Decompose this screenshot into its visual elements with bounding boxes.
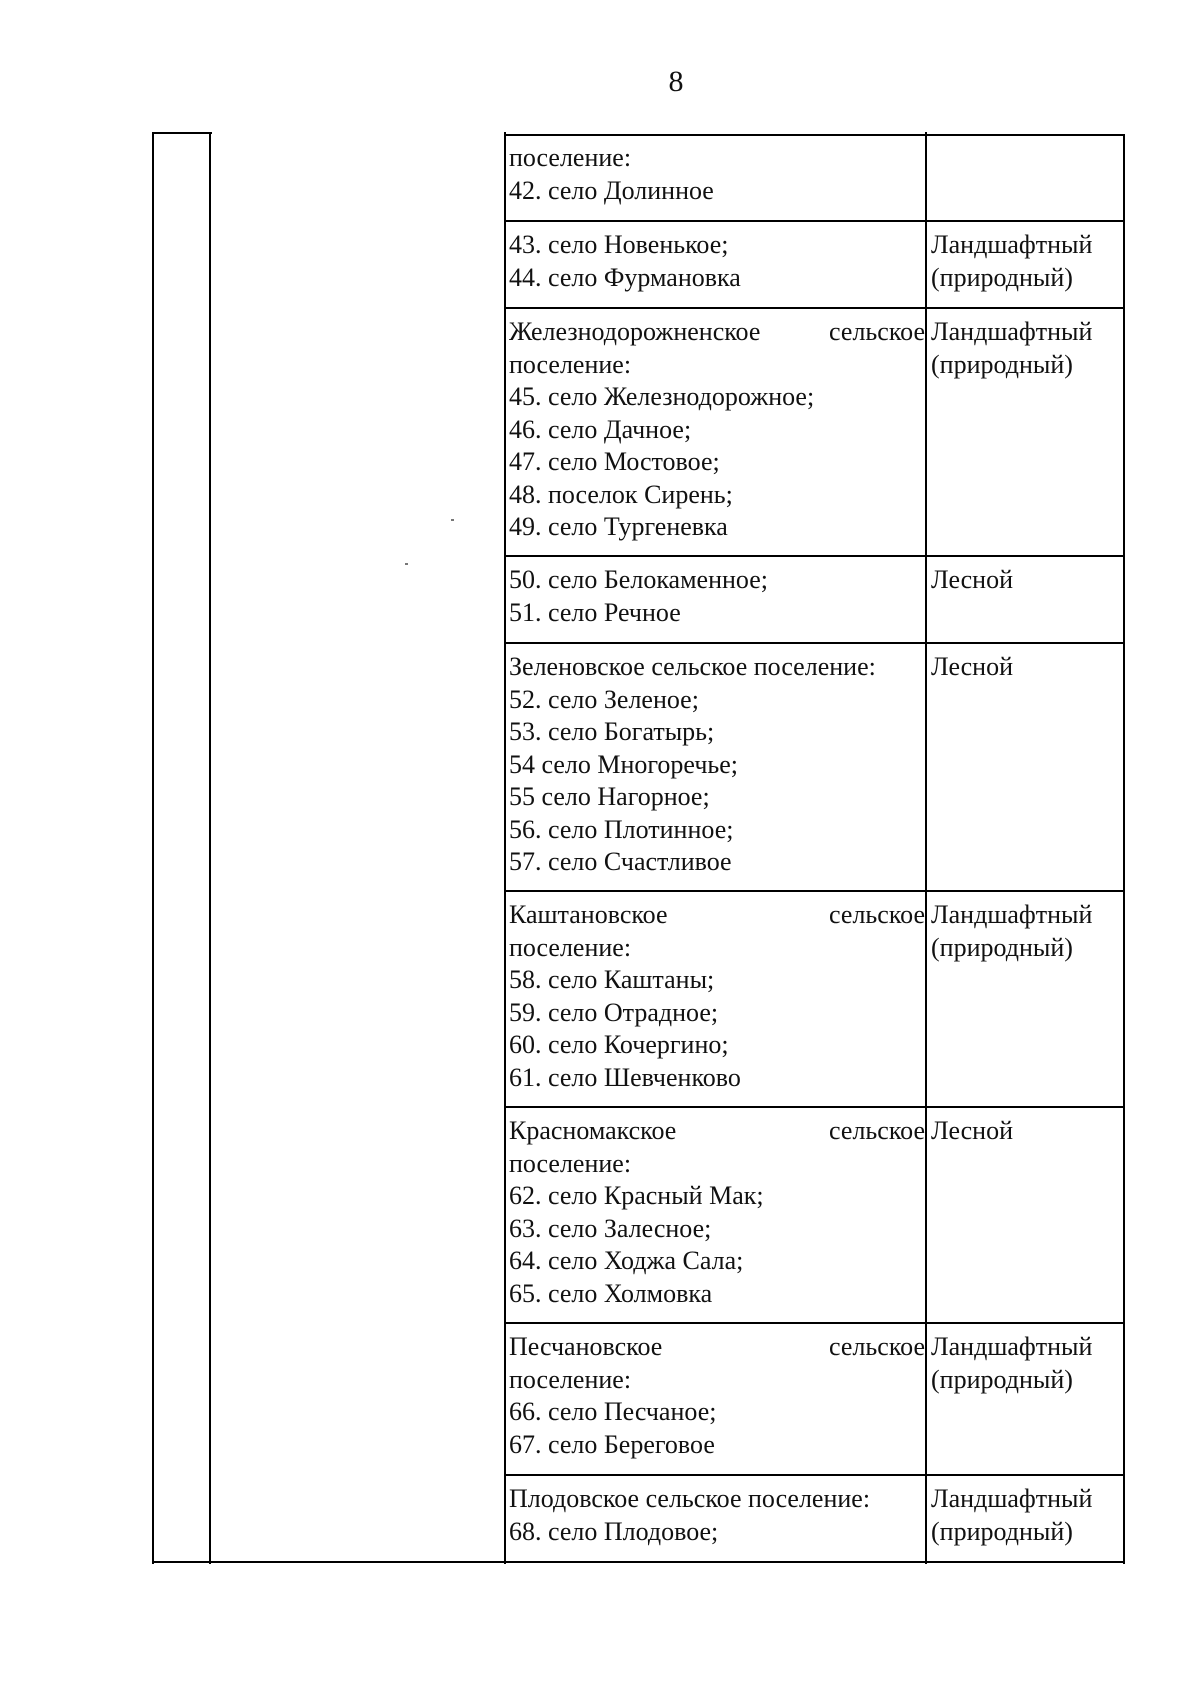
- table-border-col1: [209, 132, 211, 1564]
- type-line: Лесной: [931, 565, 1014, 594]
- table-row: [505, 643, 1125, 890]
- place-line: 58. село Каштаны;: [509, 965, 715, 994]
- type-line: (природный): [931, 1364, 1073, 1394]
- place-line: 55 село Нагорное;: [509, 782, 710, 811]
- page-number: 8: [668, 65, 684, 98]
- place-line: 65. село Холмовка: [509, 1278, 713, 1308]
- table-row: [505, 134, 1125, 220]
- place-line: 43. село Новенькое;: [509, 230, 729, 259]
- type-cell: [931, 564, 1121, 597]
- type-line: (природный): [931, 932, 1073, 962]
- table-row: [505, 221, 1125, 307]
- settlements-cell: [509, 142, 925, 207]
- place-line: 63. село Залесное;: [509, 1213, 712, 1243]
- place-line: 44. село Фурмановка: [509, 262, 741, 292]
- scan-speck: [405, 563, 408, 565]
- table-row: [505, 1107, 1125, 1322]
- place-line: 47. село Мостовое;: [509, 447, 720, 476]
- place-line: 52. село Зеленое;: [509, 684, 699, 714]
- place-line: 51. село Речное: [509, 597, 681, 627]
- settlement-heading: Каштановское сельское: [509, 900, 925, 929]
- type-line: Ландшафтный: [931, 1332, 1093, 1361]
- settlement-heading: Зеленовское сельское поселение:: [509, 652, 876, 681]
- place-line: 42. село Долинное: [509, 175, 714, 205]
- place-line: поселение:: [509, 932, 632, 962]
- type-cell: [931, 899, 1121, 964]
- type-line: Ландшафтный: [931, 230, 1093, 259]
- table-row: [505, 891, 1125, 1106]
- settlement-heading: Красномакское сельское: [509, 1116, 925, 1145]
- type-line: Лесной: [931, 1116, 1014, 1145]
- place-line: 68. село Плодовое;: [509, 1516, 719, 1546]
- type-cell: [931, 651, 1121, 684]
- settlements-cell: [509, 564, 925, 629]
- settlement-heading: Песчановское сельское: [509, 1332, 925, 1361]
- type-cell: [931, 1115, 1121, 1148]
- place-line: 45. село Железнодорожное;: [509, 382, 815, 411]
- place-line: 54 село Многоречье;: [509, 749, 739, 779]
- table-border-top: [152, 132, 212, 134]
- place-line: 50. село Белокаменное;: [509, 565, 768, 594]
- settlements-cell: [509, 1115, 925, 1310]
- type-line: Ландшафтный: [931, 317, 1093, 346]
- place-line: поселение:: [509, 1148, 632, 1178]
- type-cell: [931, 1331, 1121, 1396]
- table-row: [505, 1475, 1125, 1561]
- table-border-bottom: [152, 1561, 1125, 1563]
- table-row: [505, 1323, 1125, 1474]
- settlements-cell: [509, 1331, 925, 1461]
- place-line: 48. поселок Сирень;: [509, 479, 733, 509]
- type-cell: [931, 1483, 1121, 1548]
- settlement-heading: Плодовское сельское поселение:: [509, 1484, 871, 1513]
- place-line: 49. село Тургеневка: [509, 512, 728, 541]
- place-line: 57. село Счастливое: [509, 847, 732, 876]
- place-line: 56. село Плотинное;: [509, 814, 734, 844]
- settlements-cell: [509, 899, 925, 1094]
- type-cell: [931, 316, 1121, 381]
- place-line: 46. село Дачное;: [509, 414, 692, 444]
- type-line: (природный): [931, 262, 1073, 292]
- settlements-cell: [509, 651, 925, 879]
- type-line: Ландшафтный: [931, 1484, 1093, 1513]
- place-line: поселение:: [509, 349, 632, 379]
- place-line: поселение:: [509, 143, 632, 172]
- type-line: Лесной: [931, 652, 1014, 681]
- table-row: [505, 308, 1125, 555]
- place-line: 67. село Береговое: [509, 1429, 715, 1459]
- place-line: 60. село Кочергино;: [509, 1030, 729, 1059]
- type-line: Ландшафтный: [931, 900, 1093, 929]
- table-border-left: [152, 132, 154, 1564]
- place-line: 66. село Песчаное;: [509, 1397, 717, 1426]
- place-line: 59. село Отрадное;: [509, 997, 719, 1027]
- type-line: (природный): [931, 1516, 1073, 1546]
- place-line: 53. село Богатырь;: [509, 717, 715, 746]
- place-line: 62. село Красный Мак;: [509, 1181, 764, 1210]
- settlements-table: [152, 132, 1125, 1564]
- settlements-cell: [509, 229, 925, 294]
- type-cell: [931, 229, 1121, 294]
- scan-speck: [451, 519, 454, 521]
- place-line: поселение:: [509, 1364, 632, 1394]
- place-line: 61. село Шевченково: [509, 1062, 741, 1092]
- type-line: (природный): [931, 349, 1073, 379]
- settlements-cell: [509, 1483, 925, 1548]
- table-row: [505, 556, 1125, 642]
- settlement-heading: Железнодорожненское сельское: [509, 317, 925, 346]
- place-line: 64. село Ходжа Сала;: [509, 1246, 744, 1275]
- settlements-cell: [509, 316, 925, 544]
